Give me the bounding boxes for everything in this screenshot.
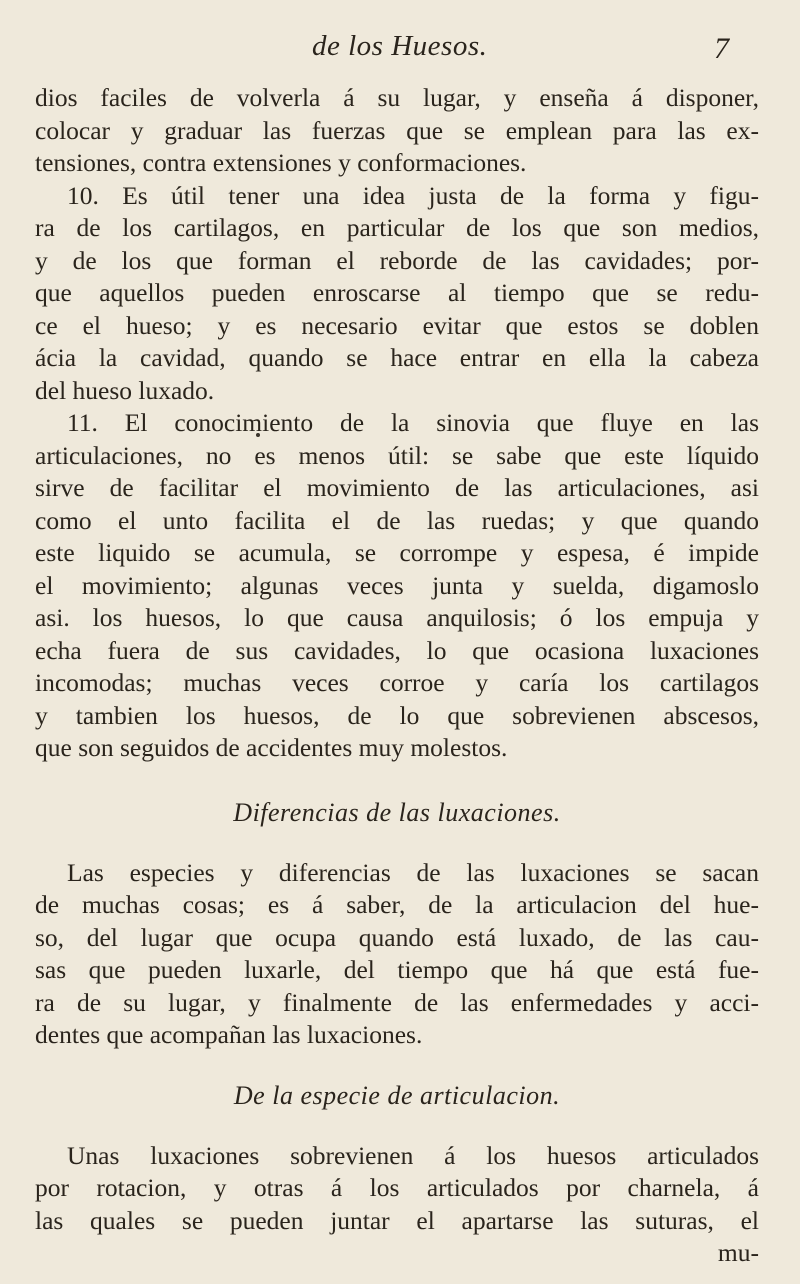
text-line: de muchas cosas; es á saber, de la articulacion del hue- xyxy=(35,890,759,919)
catchword: mu- xyxy=(717,1238,759,1267)
text-line: como el unto facilita el de las ruedas; y que quando xyxy=(35,505,759,535)
section-heading: Diferencias de las luxaciones. xyxy=(233,797,561,827)
paragraph-5 xyxy=(35,1140,759,1270)
text-line: este liquido se acumula, se corrompe y espesa, é impide xyxy=(35,538,759,567)
body-text xyxy=(35,82,759,1270)
paragraph-2 xyxy=(35,180,759,408)
page-number: 7 xyxy=(714,32,729,65)
text-line: ra de los cartilagos, en particular de los que son medios, xyxy=(35,213,759,242)
text-line: y de los que forman el reborde de las cavidades; por- xyxy=(35,245,759,275)
text-line: del hueso luxado. xyxy=(35,375,215,405)
text-line: las quales se pueden juntar el apartarse las suturas, el xyxy=(35,1205,759,1235)
text-line: ácia la cavidad, quando se hace entrar en ella la cabeza xyxy=(35,343,759,372)
text-line: Unas luxaciones sobrevienen á los huesos articulados xyxy=(67,1140,759,1170)
section-heading: De la especie de articulacion. xyxy=(233,1080,561,1110)
text-line: el movimiento; algunas veces junta y suelda, digamoslo xyxy=(35,570,759,600)
paragraph-4 xyxy=(35,857,759,1052)
text-line: echa fuera de sus cavidades, lo que ocasiona luxaciones xyxy=(35,635,759,665)
text-line: 11. El conocimiento de la sinovia que fluye en las xyxy=(67,408,759,437)
text-line: que son seguidos de accidentes muy molestos. xyxy=(35,733,508,762)
text-line: dentes que acompañan las luxaciones. xyxy=(35,1020,423,1049)
text-line: y tambien los huesos, de lo que sobrevienen abscesos, xyxy=(35,700,759,730)
text-line: Las especies y diferencias de las luxaciones se sacan xyxy=(67,857,759,887)
text-line: articulaciones, no es menos útil: se sabe que este líquido xyxy=(35,440,759,470)
text-line: por rotacion, y otras á los articulados por charnela, á xyxy=(35,1173,759,1202)
text-line: ce el hueso; y es necesario evitar que estos se doblen xyxy=(35,310,759,340)
text-line: asi. los huesos, lo que causa anquilosis; ó los empuja y xyxy=(35,603,759,632)
running-head xyxy=(0,30,800,70)
text-line: ra de su lugar, y finalmente de las enfermedades y acci- xyxy=(35,987,759,1017)
paragraph-3 xyxy=(35,407,759,765)
text-line: que aquellos pueden enroscarse al tiempo que se redu- xyxy=(35,278,759,307)
paragraph-1 xyxy=(35,82,759,180)
text-line: sas que pueden luxarle, del tiempo que há que está fue- xyxy=(35,955,759,984)
text-line: incomodas; muchas veces corroe y caría los cartilagos xyxy=(35,668,759,697)
text-line: sirve de facilitar el movimiento de las articulaciones, asi xyxy=(35,473,759,502)
running-title: de los Huesos. xyxy=(312,30,488,62)
text-line: tensiones, contra extensiones y conformaciones. xyxy=(35,148,527,177)
text-line: colocar y graduar las fuerzas que se emplean para las ex- xyxy=(35,115,759,145)
text-line: dios faciles de volverla á su lugar, y enseña á disponer, xyxy=(35,83,759,112)
text-line: so, del lugar que ocupa quando está luxado, de las cau- xyxy=(35,922,759,952)
text-line: 10. Es útil tener una idea justa de la forma y figu- xyxy=(67,180,759,210)
